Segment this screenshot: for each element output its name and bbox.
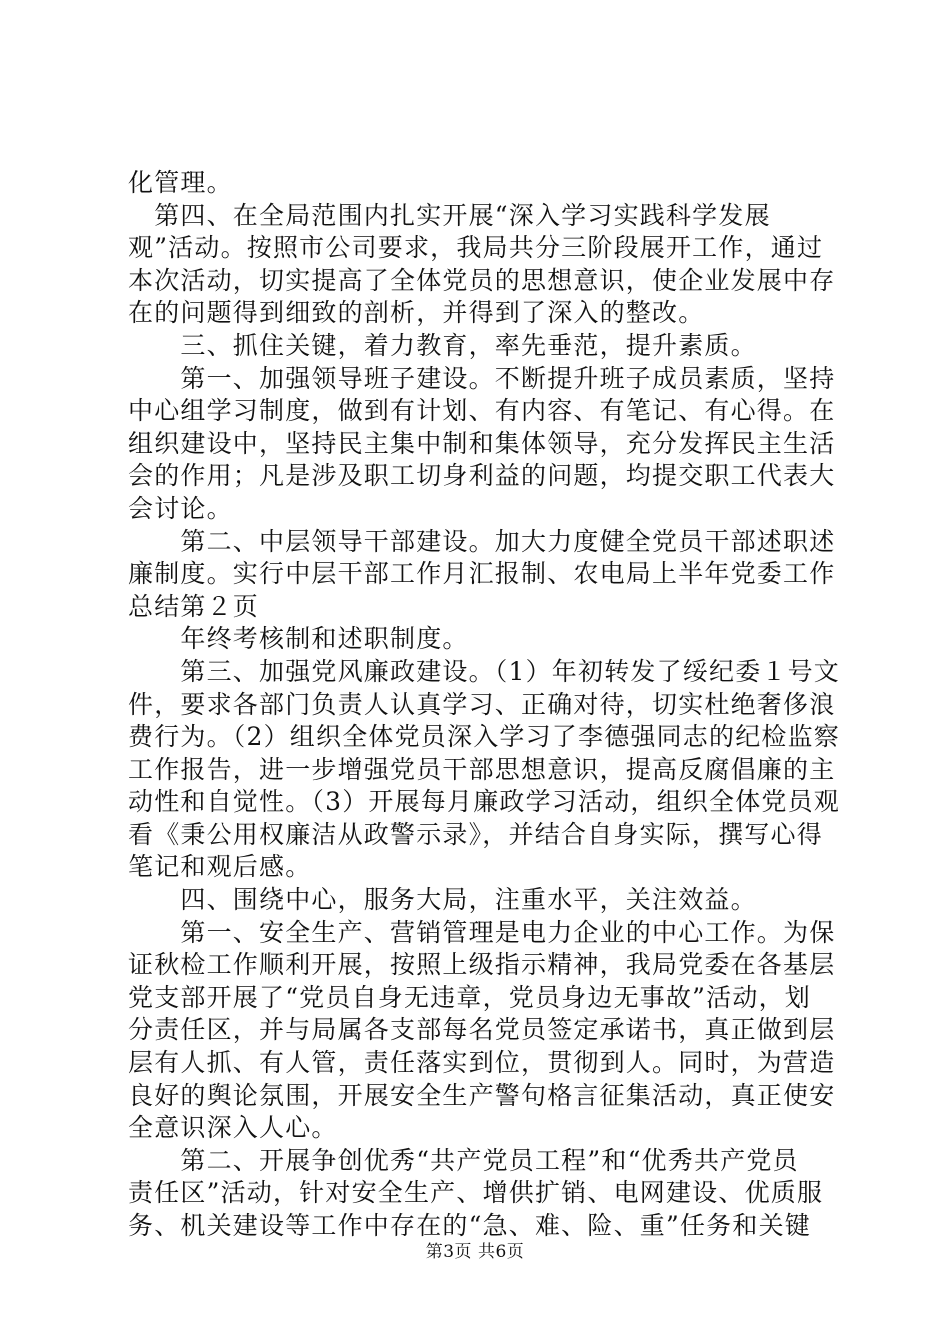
page-number: 第3页 共6页 [425, 1242, 525, 1262]
text-line: 工作报告，进一步增强党员干部思想意识，提高反腐倡廉的主 [128, 754, 836, 784]
text-line: 务、机关建设等工作中存在的“急、难、险、重”任务和关键 [128, 1211, 811, 1240]
text-line: 会的作用；凡是涉及职工切身利益的问题，均提交职工代表大 [128, 461, 836, 491]
text-line: 责任区”活动，针对安全生产、增供扩销、电网建设、优质服 [128, 1178, 824, 1208]
text-line: 费行为。（2）组织全体党员深入学习了李德强同志的纪检监察 [128, 722, 841, 752]
text-line: 第二、开展争创优秀“共产党员工程”和“优秀共产党员 [128, 1145, 799, 1175]
text-line: 总结第２页 [128, 591, 260, 621]
text-line: 在的问题得到细致的剖析，并得到了深入的整改。 [128, 298, 705, 328]
text-line: 党支部开展了“党员自身无违章，党员身边无事故”活动，划 [128, 982, 811, 1012]
text-line: 观”活动。按照市公司要求，我局共分三阶段展开工作，通过 [128, 233, 824, 263]
section-heading: 三、抓住关键，着力教育，率先垂范，提升素质。 [128, 330, 757, 360]
page-footer [0, 1240, 950, 1264]
body-text [128, 167, 841, 1243]
text-line: 层有人抓、有人管，责任落实到位，贯彻到人。同时，为营造 [128, 1048, 836, 1078]
text-line: 全意识深入人心。 [128, 1113, 338, 1143]
text-line: 第三、加强党风廉政建设。（1）年初转发了绥纪委１号文 [128, 656, 841, 686]
text-line: 看《秉公用权廉洁从政警示录》，并结合自身实际，撰写心得 [128, 819, 823, 849]
text-line: 廉制度。实行中层干部工作月汇报制、农电局上半年党委工作 [128, 559, 836, 589]
text-line: 会讨论。 [128, 493, 233, 523]
text-line: 中心组学习制度，做到有计划、有内容、有笔记、有心得。在 [128, 396, 836, 426]
text-line: 证秋检工作顺利开展，按照上级指示精神，我局党委在各基层 [128, 950, 836, 980]
text-line: 良好的舆论氛围，开展安全生产警句格言征集活动，真正使安 [128, 1080, 836, 1110]
text-line: 化管理。 [128, 168, 233, 197]
text-line: 第二、中层领导干部建设。加大力度健全党员干部述职述 [128, 526, 836, 556]
text-line: 动性和自觉性。（3）开展每月廉政学习活动，组织全体党员观 [128, 787, 841, 817]
text-line: 件，要求各部门负责人认真学习、正确对待，切实杜绝奢侈浪 [128, 689, 836, 719]
text-line: 第四、在全局范围内扎实开展“深入学习实践科学发展 [128, 200, 771, 230]
text-line: 分责任区，并与局属各支部每名党员签定承诺书，真正做到层 [128, 1015, 836, 1045]
text-line: 第一、加强领导班子建设。不断提升班子成员素质，坚持 [128, 363, 836, 393]
text-line: 组织建设中，坚持民主集中制和集体领导，充分发挥民主生活 [128, 428, 836, 458]
text-line: 笔记和观后感。 [128, 852, 312, 882]
text-line: 第一、安全生产、营销管理是电力企业的中心工作。为保 [128, 917, 836, 947]
section-heading: 四、围绕中心，服务大局，注重水平，关注效益。 [128, 885, 757, 915]
text-line: 年终考核制和述职制度。 [128, 624, 469, 654]
text-line: 本次活动，切实提高了全体党员的思想意识，使企业发展中存 [128, 265, 836, 295]
